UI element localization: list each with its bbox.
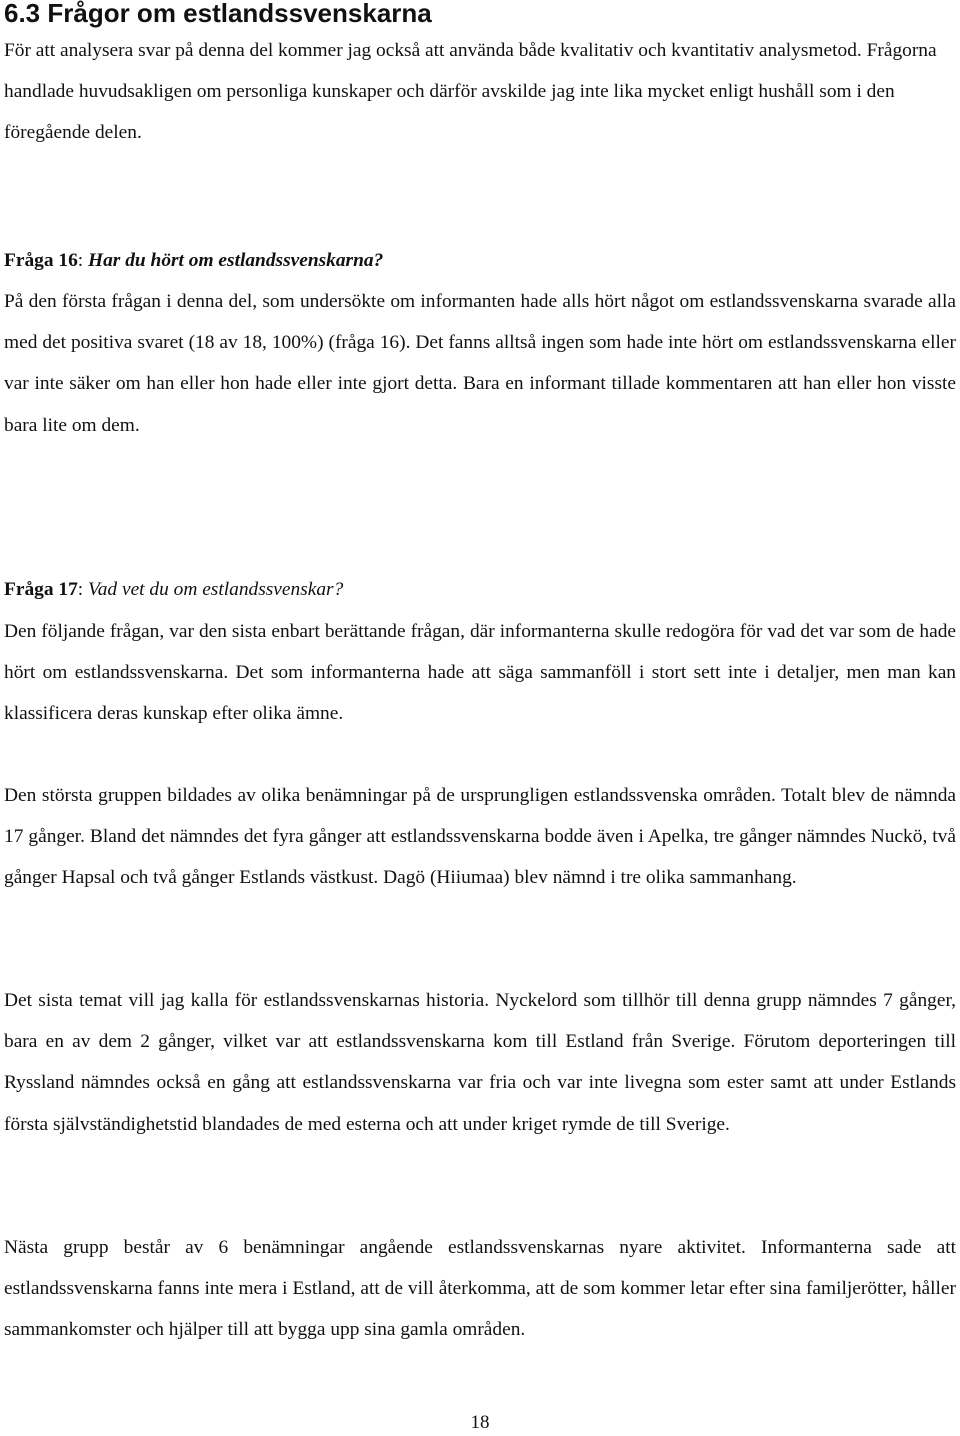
section-heading: 6.3 Frågor om estlandssvenskarna [4,0,432,28]
question-17-separator: : [77,579,89,600]
place-names-paragraph: Den största gruppen bildades av olika benämningar på de ursprungligen estlandssvenska områden. Totalt blev de nämnda 17 gånger. Bland det nämndes det fyra gånger att estlandssvenskarna bodde även i Apelka, tre gånger nämndes Nuckö, två gånger Hapsal och två gånger Estlands västkust. Dagö (Hiiumaa) blev nämnd i tre olika sammanhang. [4,785,956,889]
question-16-separator: : [77,250,89,271]
question-16-answer-paragraph: På den första frågan i denna del, som undersökte om informanten hade alls hört något om estlandssvenskarna svarade alla med det positiva svaret (18 av 18, 100%) (fråga 16). Det fanns alltså ingen som hade inte hört om estlandssvenskarna eller var inte säker om han eller hon hade eller inte gjort detta. Bara en informant tillade kommentaren att han eller hon visste bara lite om dem. [4,291,956,436]
question-16-text: Har du hört om estlandssvenskarna? [88,250,384,271]
question-16-label: Fråga 16 [4,250,78,271]
history-paragraph: Det sista temat vill jag kalla för estlandssvenskarnas historia. Nyckelord som tillhör till denna grupp nämndes 7 gånger, bara en av dem 2 gånger, vilket var att estlandssvenskarna kom till Estland från Sverige. Förutom deporteringen till Ryssland nämndes också en gång att estlandssvenskarna var fria och var inte livegna som ester samt att under Estlands första självständighetstid blandades de med esterna och att under kriget rymde de till Sverige. [4,990,956,1135]
page-number: 18 [470,1412,490,1433]
question-17-heading [4,569,343,610]
question-17-text: Vad vet du om estlandssvenskar? [88,579,344,600]
question-17-answer-paragraph: Den följande frågan, var den sista enbart berättande frågan, där informanterna skulle redogöra för vad det var som de hade hört om estlandssvenskarna. Det som informanterna hade att säga sammanföll i stort sett inte i detaljer, men man kan klassificera deras kunskap efter olika ämne. [4,621,956,725]
intro-paragraph: För att analysera svar på denna del kommer jag också att använda både kvalitativ och kvantitativ analysmetod. Frågorna handlade huvudsakligen om personliga kunskaper och därför avskilde jag inte lika mycket enligt hushåll som i den föregående delen. [4,40,937,144]
question-16-heading [4,240,383,281]
question-17-label: Fråga 17 [4,579,78,600]
activity-paragraph: Nästa grupp består av 6 benämningar angående estlandssvenskarnas nyare aktivitet. Informanterna sade att estlandssvenskarna fanns inte mera i Estland, att de vill återkomma, att de som kommer letar efter sina familjerötter, håller sammankomster och hjälper till att bygga upp sina gamla områden. [4,1237,956,1341]
